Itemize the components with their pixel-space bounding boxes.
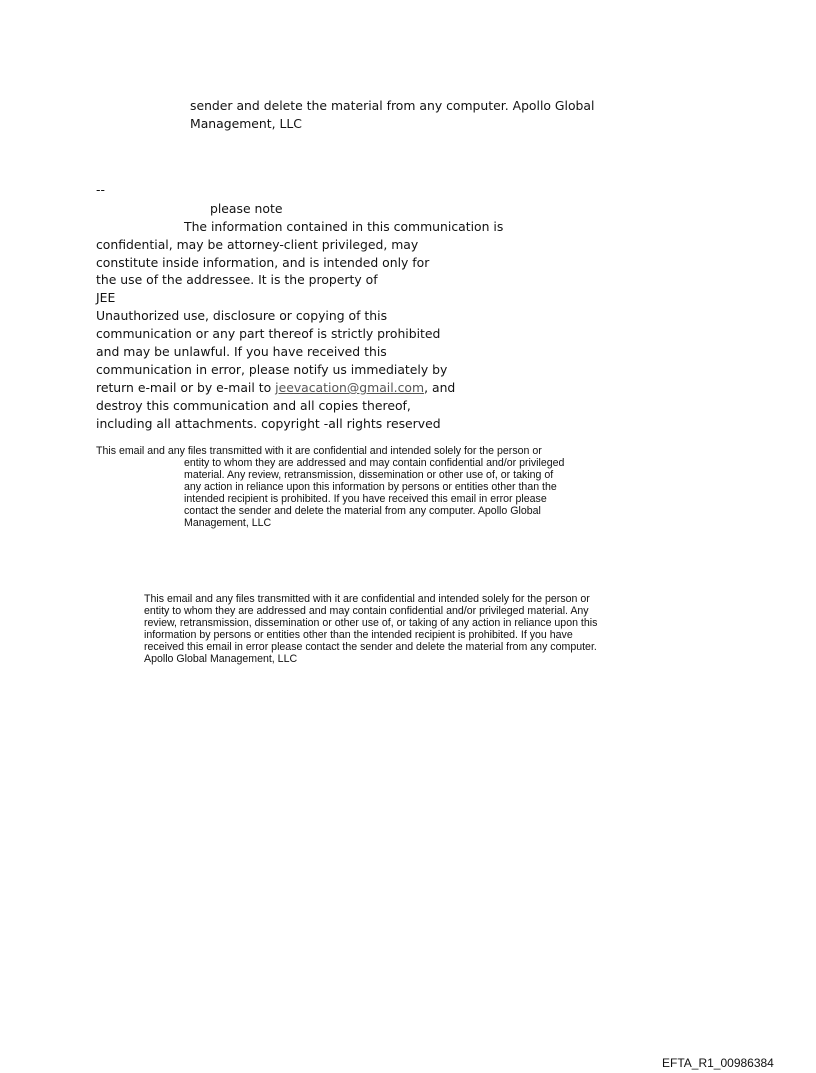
text-line: contact the sender and delete the material from any computer. Apollo Global [184,505,541,517]
text-line: including all attachments. copyright -all rights reserved [96,416,441,431]
text-line: destroy this communication and all copies thereof, [96,398,411,413]
text-line: intended recipient is prohibited. If you have received this email in error please [184,493,547,505]
text-line: information by persons or entities other than the intended recipient is prohibited. If you have [144,629,573,641]
text-line: JEE [96,290,116,305]
text-line: received this email in error please contact the sender and delete the material from any computer. [144,641,597,653]
email-line-prefix: return e-mail or by e-mail to [96,380,276,395]
text-line: constitute inside information, and is intended only for [96,255,430,270]
text-line: entity to whom they are addressed and may contain confidential and/or privileged material. Any [144,605,589,617]
text-line: This email and any files transmitted with it are confidential and intended solely for the person or [144,593,590,605]
text-line: any action in reliance upon this information by persons or entities other than the [184,481,557,493]
email-line-suffix: , and [424,380,456,395]
email-line [96,379,455,397]
text-line: sender and delete the material from any computer. Apollo Global [190,98,595,113]
text-line: Unauthorized use, disclosure or copying of this [96,308,388,323]
text-line: Management, LLC [184,517,272,529]
text-line: communication in error, please notify us immediately by [96,362,448,377]
notice-heading: please note [210,201,283,216]
text-line: Apollo Global Management, LLC [144,653,298,665]
text-line: communication or any part thereof is strictly prohibited [96,326,441,341]
text-line: The information contained in this communication is [184,219,504,234]
text-line: the use of the addressee. It is the property of [96,272,378,287]
document-id: EFTA_R1_00986384 [662,1056,774,1070]
text-line: review, retransmission, dissemination or other use of, or taking of any action in reliance upon this [144,617,598,629]
text-line: material. Any review, retransmission, dissemination or other use of, or taking of [184,469,554,481]
text-line: and may be unlawful. If you have received this [96,344,387,359]
separator: -- [96,182,105,197]
text-line: Management, LLC [190,116,302,131]
text-line: entity to whom they are addressed and may contain confidential and/or privileged [184,457,565,469]
email-link[interactable]: jeevacation@gmail.com [275,380,425,395]
text-line: confidential, may be attorney-client privileged, may [96,237,419,252]
text-line: This email and any files transmitted with it are confidential and intended solely for the person or [96,445,542,457]
